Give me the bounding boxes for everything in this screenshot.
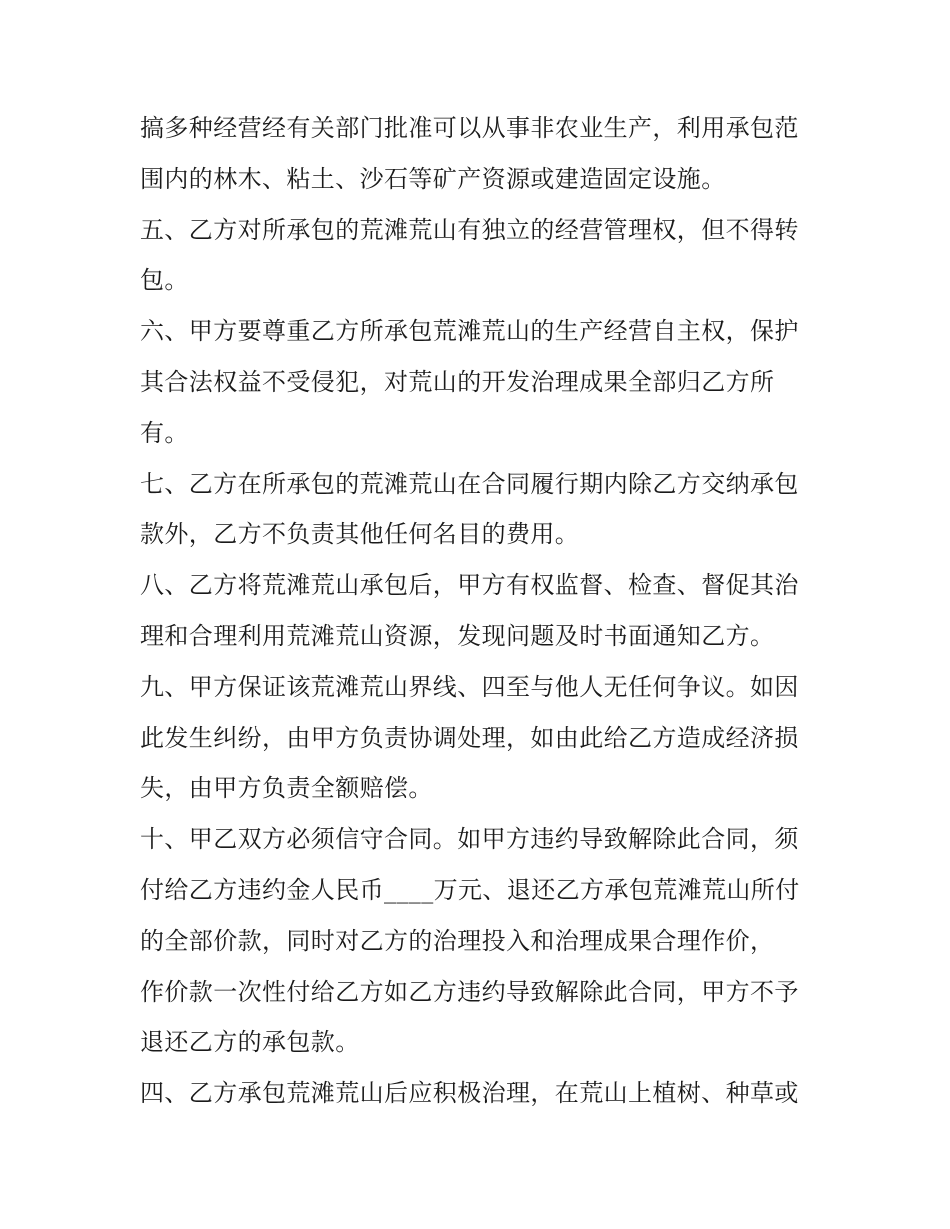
text-line: 理和合理利用荒滩荒山资源，发现问题及时书面通知乙方。: [140, 621, 775, 650]
clause-4-line: 四、乙方承包荒滩荒山后应积极治理，在荒山上植树、种草或: [140, 1079, 799, 1108]
text-line: 此发生纠纷，由甲方负责协调处理，如由此给乙方造成经济损: [140, 723, 799, 752]
clause-9-line: 九、甲方保证该荒滩荒山界线、四至与他人无任何争议。如因: [140, 672, 799, 701]
clause-8-line: 八、乙方将荒滩荒山承包后，甲方有权监督、检查、督促其治: [140, 571, 799, 600]
text-line: 围内的林木、粘土、沙石等矿产资源或建造固定设施。: [140, 164, 726, 193]
clause-10-line: 十、甲乙双方必须信守合同。如甲方违约导致解除此合同，须: [140, 825, 799, 854]
text-line: 退还乙方的承包款。: [140, 1028, 360, 1057]
text-line: 失，由甲方负责全额赔偿。: [140, 774, 433, 803]
text-line: 的全部价款，同时对乙方的治理投入和治理成果合理作价，: [140, 926, 775, 955]
clause-7-line: 七、乙方在所承包的荒滩荒山在合同履行期内除乙方交纳承包: [140, 469, 799, 498]
clause-5-line: 五、乙方对所承包的荒滩荒山有独立的经营管理权，但不得转: [140, 215, 799, 244]
contract-text-body: [140, 103, 820, 1119]
text-line: 有。: [140, 418, 189, 447]
text-line: 包。: [140, 266, 189, 295]
text-line: 付给乙方违约金人民币____万元、退还乙方承包荒滩荒山所付: [140, 875, 800, 904]
text-line: 搞多种经营经有关部门批准可以从事非农业生产，利用承包范: [140, 114, 799, 142]
text-line: 作价款一次性付给乙方如乙方违约导致解除此合同，甲方不予: [140, 977, 799, 1006]
text-line: 款外，乙方不负责其他任何名目的费用。: [140, 520, 580, 549]
clause-6-line: 六、甲方要尊重乙方所承包荒滩荒山的生产经营自主权，保护: [140, 317, 799, 346]
text-line: 其合法权益不受侵犯，对荒山的开发治理成果全部归乙方所: [140, 367, 775, 396]
